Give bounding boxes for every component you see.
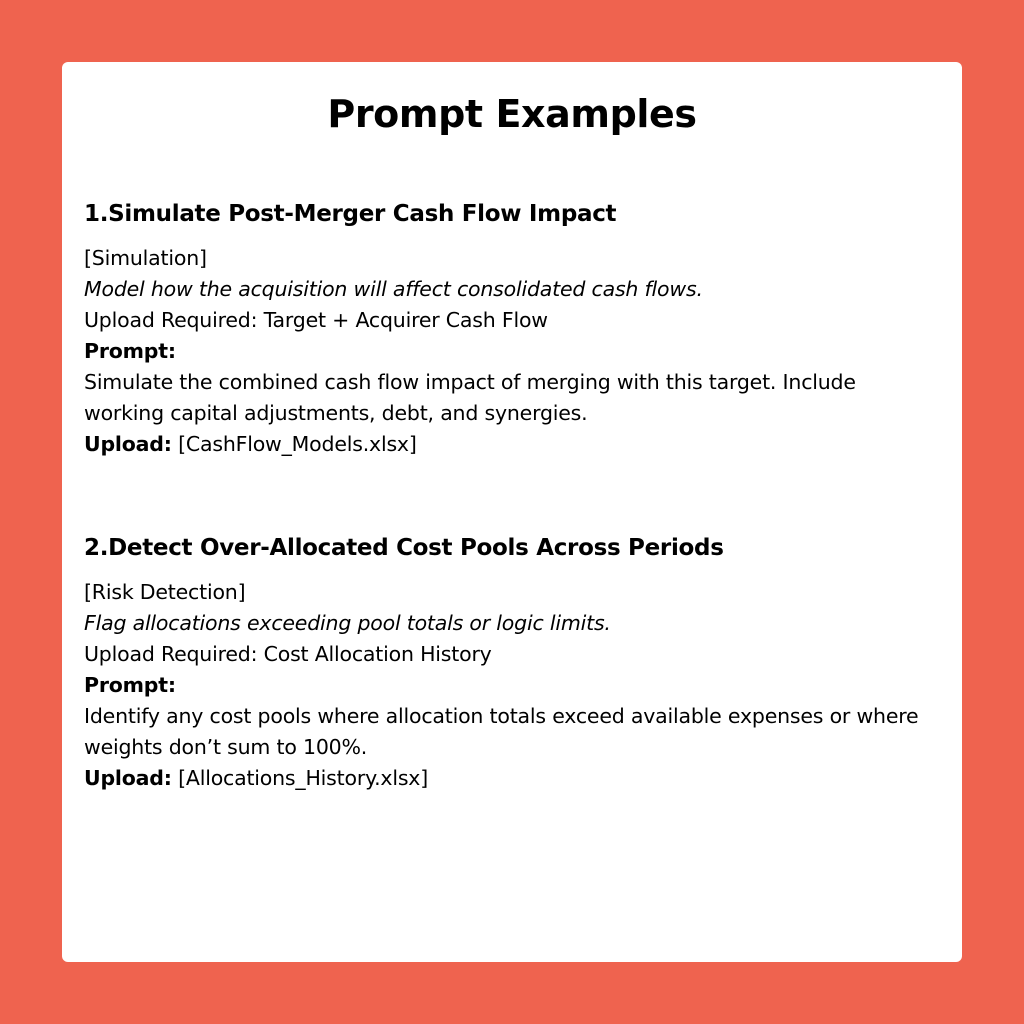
example-description: Model how the acquisition will affect consolidated cash flows. xyxy=(84,277,703,301)
content-card xyxy=(62,62,962,962)
page-title: Prompt Examples xyxy=(327,92,697,136)
upload-file: [CashFlow_Models.xlsx] xyxy=(178,432,417,456)
upload-file: [Allocations_History.xlsx] xyxy=(178,766,429,790)
prompt-label: Prompt: xyxy=(84,673,176,697)
upload-required: Upload Required: Cost Allocation History xyxy=(84,642,492,666)
example-1 xyxy=(84,198,934,460)
upload-label: Upload: xyxy=(84,766,172,790)
prompt-label: Prompt: xyxy=(84,339,176,363)
example-2 xyxy=(84,532,934,794)
example-heading: 1.Simulate Post-Merger Cash Flow Impact xyxy=(84,201,617,227)
example-heading: 2.Detect Over-Allocated Cost Pools Across Periods xyxy=(84,535,724,561)
example-category: [Simulation] xyxy=(84,246,207,270)
prompt-text: Simulate the combined cash flow impact of merging with this target. Include working capital adjustments, debt, and synergies. xyxy=(84,370,856,425)
upload-required: Upload Required: Target + Acquirer Cash Flow xyxy=(84,308,548,332)
example-description: Flag allocations exceeding pool totals or logic limits. xyxy=(84,611,611,635)
example-category: [Risk Detection] xyxy=(84,580,246,604)
upload-label: Upload: xyxy=(84,432,172,456)
prompt-text: Identify any cost pools where allocation totals exceed available expenses or where weights don’t sum to 100%. xyxy=(84,704,919,759)
upload-line xyxy=(84,763,934,794)
upload-line xyxy=(84,429,934,460)
